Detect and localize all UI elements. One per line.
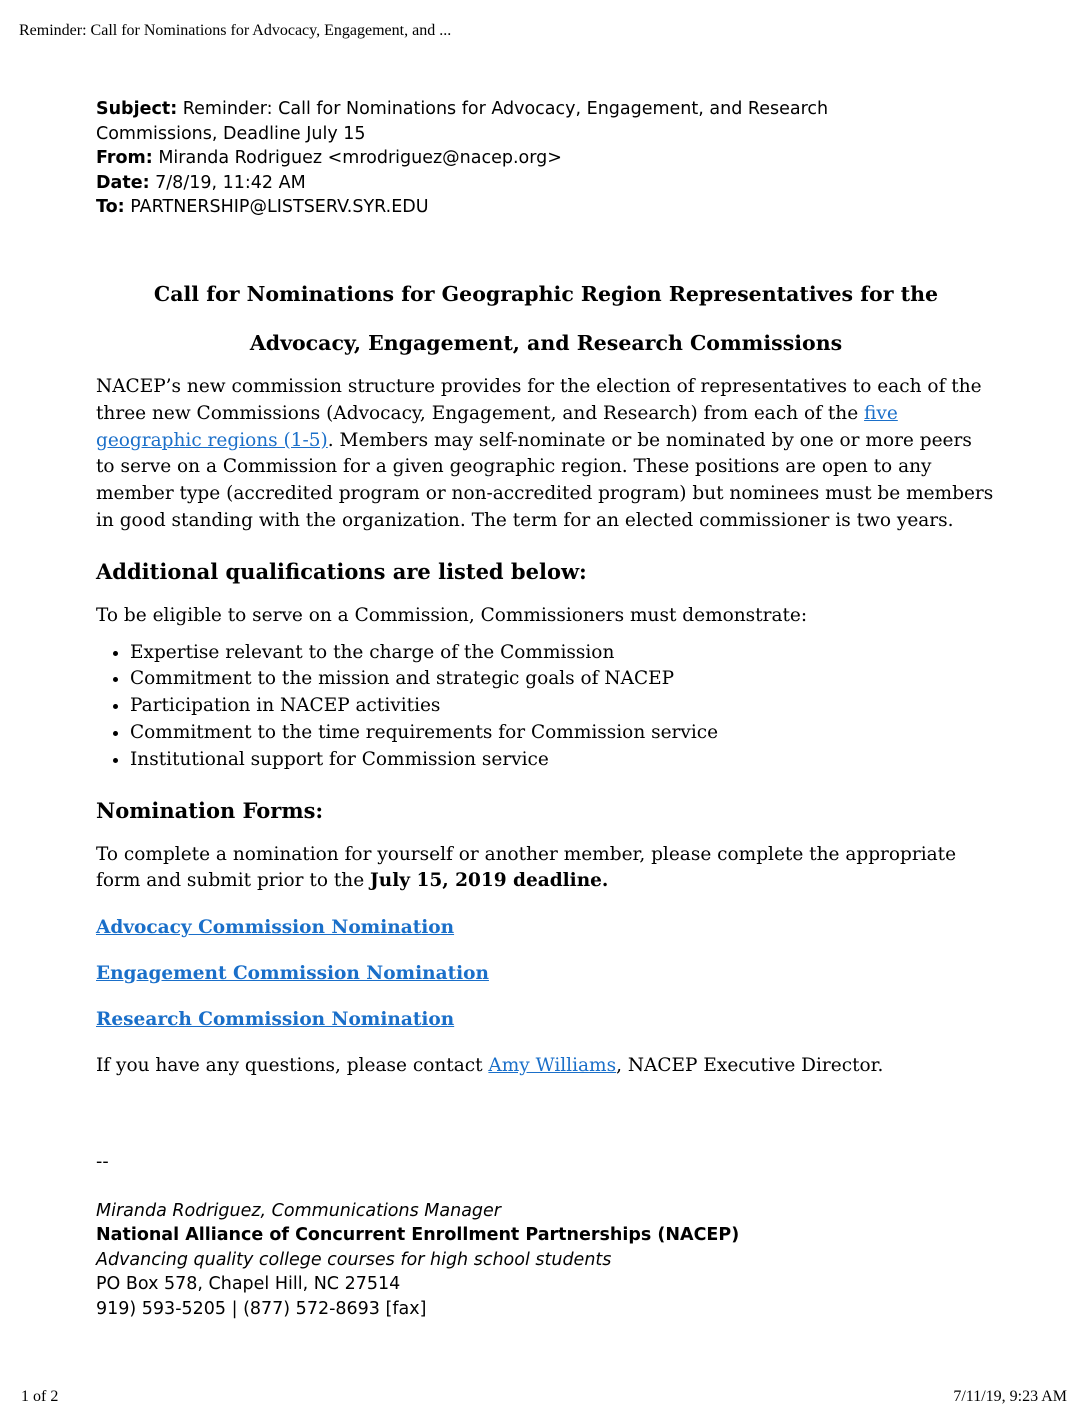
subject-value: Reminder: Call for Nominations for Advocacy, Engagement, and Research Commissions, Deadline July 15 <box>96 99 829 144</box>
list-item: • Expertise relevant to the charge of the Commission <box>130 640 996 667</box>
engagement-nomination-link[interactable]: Engagement Commission Nomination <box>96 963 489 985</box>
date-row <box>96 171 936 196</box>
signature-phone: 919) 593-5205 | (877) 572-8693 [fax] <box>96 1298 427 1319</box>
list-item: • Commitment to the mission and strategic goals of NACEP <box>130 666 996 693</box>
to-value: PARTNERSHIP@LISTSERV.SYR.EDU <box>130 197 429 217</box>
signature <box>96 1150 996 1321</box>
title-line-1: Call for Nominations for Geographic Region Representatives for the <box>153 282 939 306</box>
date-value: 7/8/19, 11:42 AM <box>155 172 306 193</box>
from-row <box>96 146 936 171</box>
document-title <box>96 270 996 368</box>
forms-heading: Nomination Forms: <box>96 797 324 823</box>
from-value: Miranda Rodriguez <mrodriguez@nacep.org> <box>158 148 562 168</box>
email-body <box>96 270 996 1080</box>
research-nomination-link[interactable]: Research Commission Nomination <box>96 1009 455 1031</box>
signature-org: National Alliance of Concurrent Enrollment Partnerships (NACEP) <box>96 1225 740 1245</box>
print-timestamp: 7/11/19, 9:23 AM <box>953 1388 1067 1405</box>
list-item: • Participation in NACEP activities <box>130 693 996 720</box>
geographic-regions-link[interactable]: five geographic regions (1-5) <box>96 402 898 451</box>
print-header-title: Reminder: Call for Nominations for Advocacy, Engagement, and ... <box>19 22 452 39</box>
date-label: Date: <box>96 172 150 193</box>
subject-row <box>96 97 936 146</box>
from-label: From: <box>96 148 153 168</box>
qualifications-heading: Additional qualifications are listed below: <box>96 558 587 584</box>
contact-text-cont: , NACEP Executive Director. <box>616 1055 884 1077</box>
to-label: To: <box>96 197 125 217</box>
email-metadata <box>96 97 936 220</box>
signature-address: PO Box 578, Chapel Hill, NC 27514 <box>96 1274 401 1294</box>
intro-text-cont: . Members may self-nominate or be nominated by one or more peers to serve on a Commission for a given geographic region. These positions are open to any member type (accredited program or non-accredited program) but nominees must be members in good standing with the organization. The term for an elected commissioner is two years. <box>96 429 994 531</box>
to-row <box>96 195 936 220</box>
list-item: • Commitment to the time requirements for Commission service <box>130 720 996 747</box>
amy-williams-link[interactable]: Amy Williams <box>488 1055 617 1077</box>
subject-label: Subject: <box>96 99 178 119</box>
forms-paragraph <box>96 842 996 896</box>
list-item: • Institutional support for Commission service <box>130 747 996 774</box>
intro-paragraph <box>96 374 996 535</box>
intro-text: NACEP’s new commission structure provides for the election of representatives to each of the three new Commissions (Advocacy, Engagement, and Research) from each of the <box>96 376 982 424</box>
advocacy-nomination-link[interactable]: Advocacy Commission Nomination <box>96 917 455 939</box>
forms-text: To complete a nomination for yourself or another member, please complete the appropriate form and submit prior to the <box>96 843 957 892</box>
signature-separator: -- <box>96 1152 109 1172</box>
qualifications-list <box>96 640 996 774</box>
signature-tagline: Advancing quality college courses for high school students <box>96 1249 612 1270</box>
title-line-2: Advocacy, Engagement, and Research Commissions <box>249 331 843 355</box>
eligibility-text: To be eligible to serve on a Commission, Commissioners must demonstrate: <box>96 604 808 626</box>
deadline: July 15, 2019 deadline. <box>370 870 609 892</box>
signature-name: Miranda Rodriguez, Communications Manager <box>96 1200 501 1221</box>
contact-paragraph <box>96 1053 996 1080</box>
contact-text: If you have any questions, please contact <box>96 1055 489 1077</box>
page-number: 1 of 2 <box>21 1388 59 1405</box>
